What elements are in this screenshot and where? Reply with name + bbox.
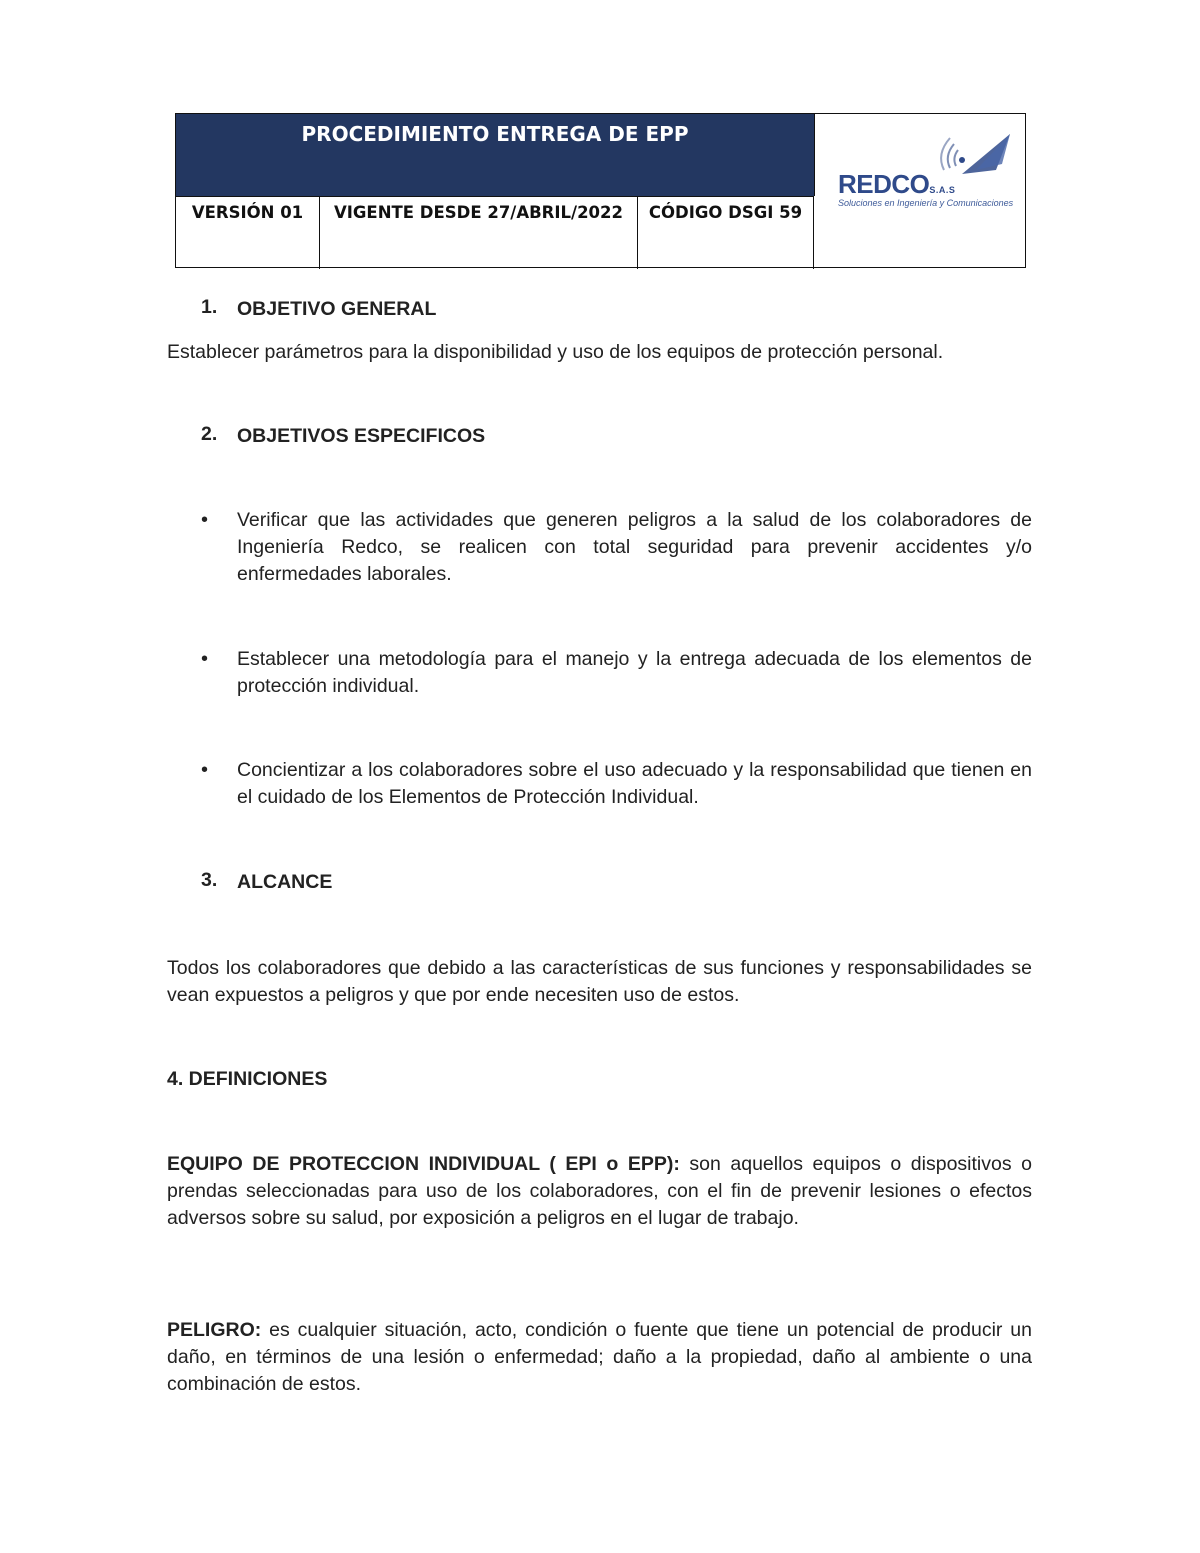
definition-peligro-term: PELIGRO: xyxy=(167,1319,262,1341)
objective-bullet-2: Establecer una metodología para el manejo y la entrega adecuada de los elementos de protección individual. xyxy=(237,648,1032,697)
section-3-title: ALCANCE xyxy=(237,871,333,893)
logo-tagline: Soluciones en Ingeniería y Comunicaciones xyxy=(838,198,1014,208)
bullet-icon: • xyxy=(201,759,209,781)
section-2-number: 2. xyxy=(201,423,218,445)
definition-peligro-text: es cualquier situación, acto, condición o fuente que tiene un potencial de producir un daño, en términos de una lesión o enfermedad; daño a la propiedad, daño al ambiente o una combinación de estos. xyxy=(167,1319,1032,1395)
header-info-row xyxy=(176,196,814,269)
section-3-text: Todos los colaboradores que debido a las características de sus funciones y responsabilidades se vean expuestos a peligros y que por ende necesiten uso de estos. xyxy=(167,957,1032,1006)
bullet-icon: • xyxy=(201,648,209,670)
definition-peligro xyxy=(167,1317,1032,1398)
section-1-title: OBJETIVO GENERAL xyxy=(237,298,437,320)
logo-wordmark: REDCOS.A.S xyxy=(838,169,956,199)
section-1-number: 1. xyxy=(201,296,218,318)
document-title: PROCEDIMIENTO ENTREGA DE EPP xyxy=(176,114,815,196)
company-logo xyxy=(814,114,1025,266)
section-4-title: 4. DEFINICIONES xyxy=(167,1068,328,1090)
definition-epp-term: EQUIPO DE PROTECCION INDIVIDUAL ( EPI o EPP): xyxy=(167,1153,680,1175)
bullet-icon: • xyxy=(201,509,209,531)
definition-epp-text: son aquellos equipos o dispositivos o prendas seleccionadas para uso de los colaboradores, con el fin de prevenir lesiones o efectos adversos sobre su salud, por exposición a peligros en el lugar de trabajo. xyxy=(167,1153,1032,1229)
definition-epp xyxy=(167,1151,1032,1232)
section-2-title: OBJETIVOS ESPECIFICOS xyxy=(237,425,486,447)
version-cell: VERSIÓN 01 xyxy=(176,197,320,269)
section-3-number: 3. xyxy=(201,869,218,891)
objective-bullet-3: Concientizar a los colaboradores sobre el uso adecuado y la responsabilidad que tienen en el cuidado de los Elementos de Protección Individual. xyxy=(237,759,1032,808)
document-header-table xyxy=(175,113,1026,268)
section-1-text: Establecer parámetros para la disponibilidad y uso de los equipos de protección personal. xyxy=(167,341,944,363)
logo-suffix: S.A.S xyxy=(929,185,956,195)
codigo-cell: CÓDIGO DSGI 59 xyxy=(638,197,814,269)
vigente-cell: VIGENTE DESDE 27/ABRIL/2022 xyxy=(320,197,638,269)
objective-bullet-1: Verificar que las actividades que generen peligros a la salud de los colaboradores de Ingeniería Redco, se realicen con total seguridad para prevenir accidentes y/o enfermedades laborales. xyxy=(237,509,1032,585)
